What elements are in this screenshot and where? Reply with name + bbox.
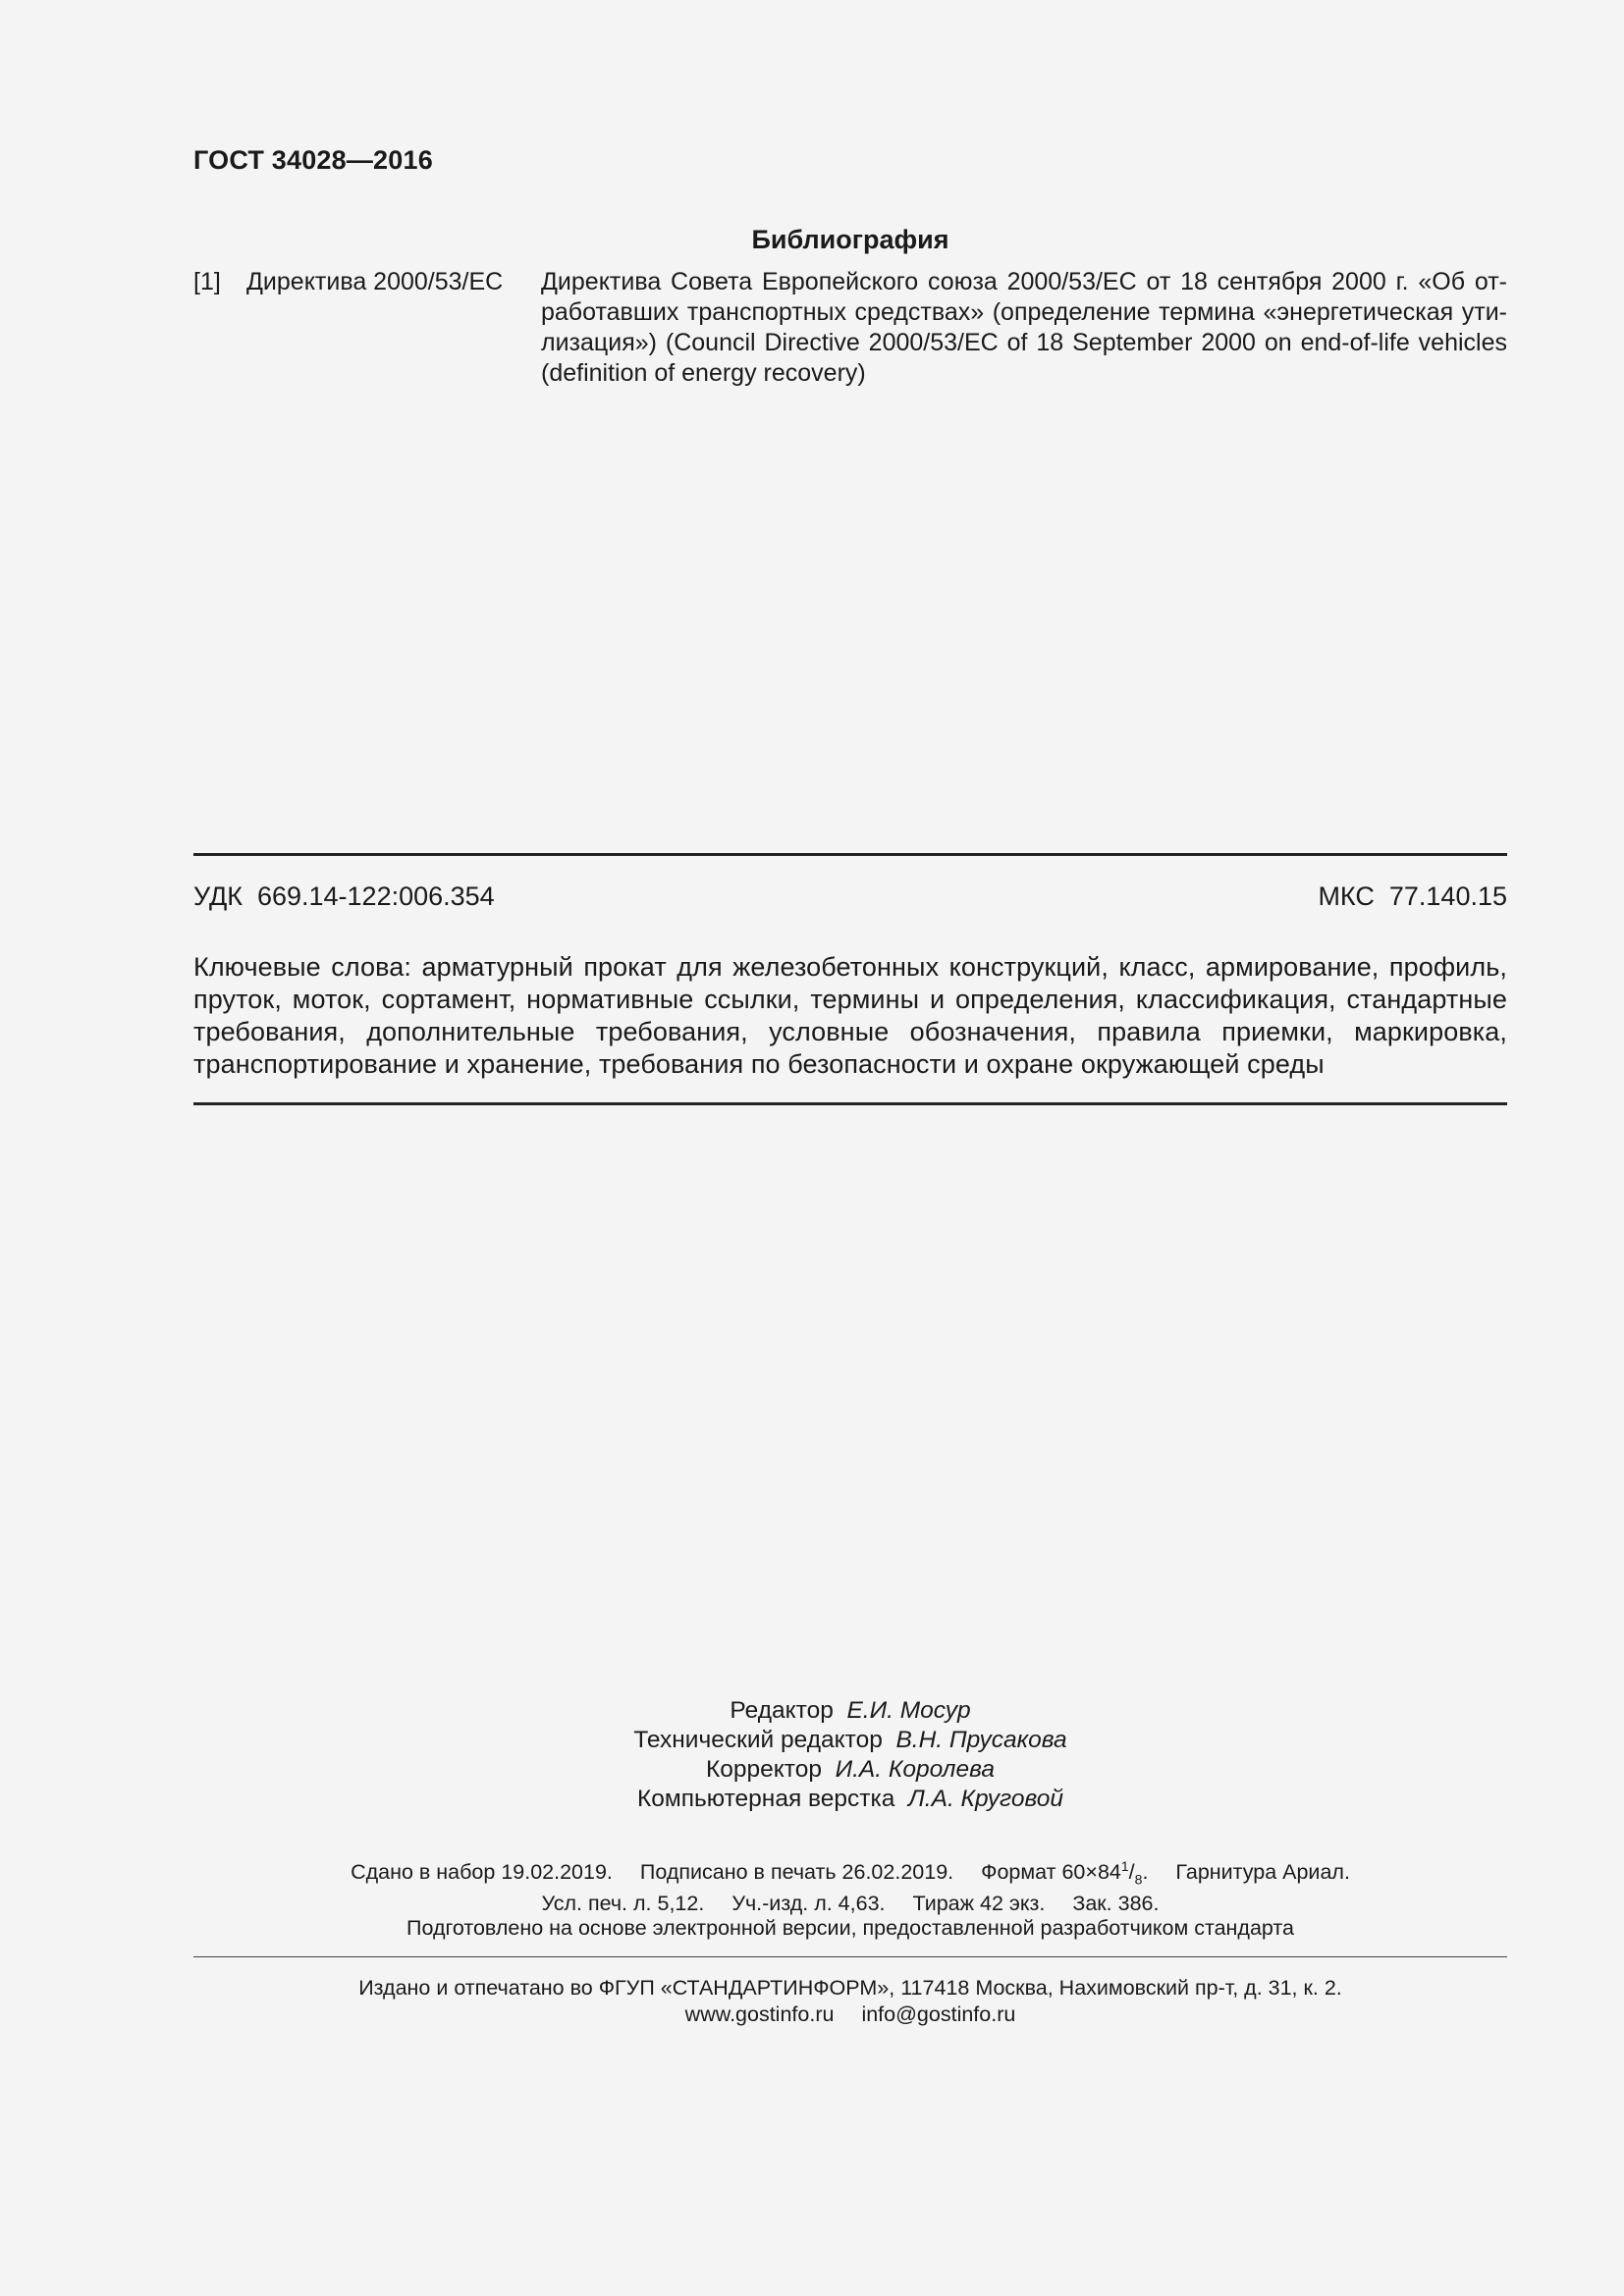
print-sheets: Усл. печ. л. 5,12. <box>541 1892 705 1916</box>
bibliography-entry-code: Директива 2000/53/ЕС <box>246 268 504 295</box>
credit-line <box>193 1755 1507 1785</box>
keywords-paragraph: Ключевые слова: арматурный прокат для железобетонных конструкций, класс, армирование, профиль, пруток, моток, сортамент, нормативные ссылки, термины и определения, классификация, стандартные требования, дополнительные требования, условные обозначения, правила приемки, маркировка, транспортирование и хранение, требования по безопасности и охране окружающей среды <box>193 952 1507 1079</box>
prepared-note: Подготовлено на основе электронной версии, предоставленной разработчиком стандарта <box>406 1916 1294 1941</box>
document-number: ГОСТ 34028—2016 <box>193 145 433 175</box>
typeface: Гарнитура Ариал. <box>1175 1860 1350 1885</box>
credit-role: Технический редактор <box>633 1727 883 1753</box>
submitted-date: Сдано в набор 19.02.2019. <box>351 1860 613 1885</box>
credit-name: В.Н. Прусакова <box>895 1727 1067 1753</box>
udk-code <box>193 881 495 912</box>
credit-name: Л.А. Круговой <box>908 1786 1063 1812</box>
circulation: Тираж 42 экз. <box>912 1892 1046 1916</box>
udk-label: УДК <box>193 881 243 911</box>
credit-name: Е.И. Мосур <box>846 1697 971 1724</box>
credit-role: Компьютерная верстка <box>636 1786 895 1812</box>
print-info-block <box>193 1854 1507 1941</box>
print-info-line-2 <box>193 1892 1507 1916</box>
divider-publisher <box>193 1956 1507 1957</box>
credit-line <box>193 1785 1507 1814</box>
udk-value: 669.14-122:006.354 <box>256 881 495 911</box>
document-page <box>193 0 1507 2296</box>
divider-keywords-bottom <box>193 1102 1507 1105</box>
signed-date: Подписано в печать 26.02.2019. <box>639 1860 954 1885</box>
bibliography-entry-number: [1] <box>193 268 221 295</box>
order-number: Зак. 386. <box>1072 1892 1160 1916</box>
mks-code <box>1318 881 1507 912</box>
credit-name: И.А. Королева <box>835 1756 995 1783</box>
publisher-block <box>193 1975 1507 2028</box>
mks-value: 77.140.15 <box>1388 881 1507 911</box>
publication-sheets: Уч.-изд. л. 4,63. <box>731 1892 886 1916</box>
bibliography-entry-text: Директива Совета Европейского союза 2000/53/ЕС от 18 сентября 2000 г. «Об отработавших транспортных средствах» (определение термина «энергетическая утилизация») (Council Directive 2000/53/ЕС of 18 September 2000 on end-of-life vehicles (definition of energy recovery) <box>541 268 1507 387</box>
credit-line <box>193 1726 1507 1755</box>
publisher-address: Издано и отпечатано во ФГУП «СТАНДАРТИНФОРМ», 117418 Москва, Нахимовский пр-т, д. 31, к. 2. <box>358 1976 1342 2000</box>
publisher-email: info@gostinfo.ru <box>861 2002 1016 2026</box>
divider-top <box>193 853 1507 856</box>
mks-label: МКС <box>1318 881 1375 911</box>
credit-line <box>193 1696 1507 1726</box>
publisher-contacts <box>193 2002 1507 2028</box>
paper-format: Формат $60\times 84^1/_8$. <box>981 1858 1149 1888</box>
bibliography-title: Библиография <box>751 225 949 254</box>
print-info-line-1 <box>193 1854 1507 1892</box>
credit-role: Корректор <box>706 1756 822 1783</box>
credit-role: Редактор <box>730 1697 834 1724</box>
credits-block <box>193 1696 1507 1814</box>
publisher-website: www.gostinfo.ru <box>684 2002 835 2026</box>
